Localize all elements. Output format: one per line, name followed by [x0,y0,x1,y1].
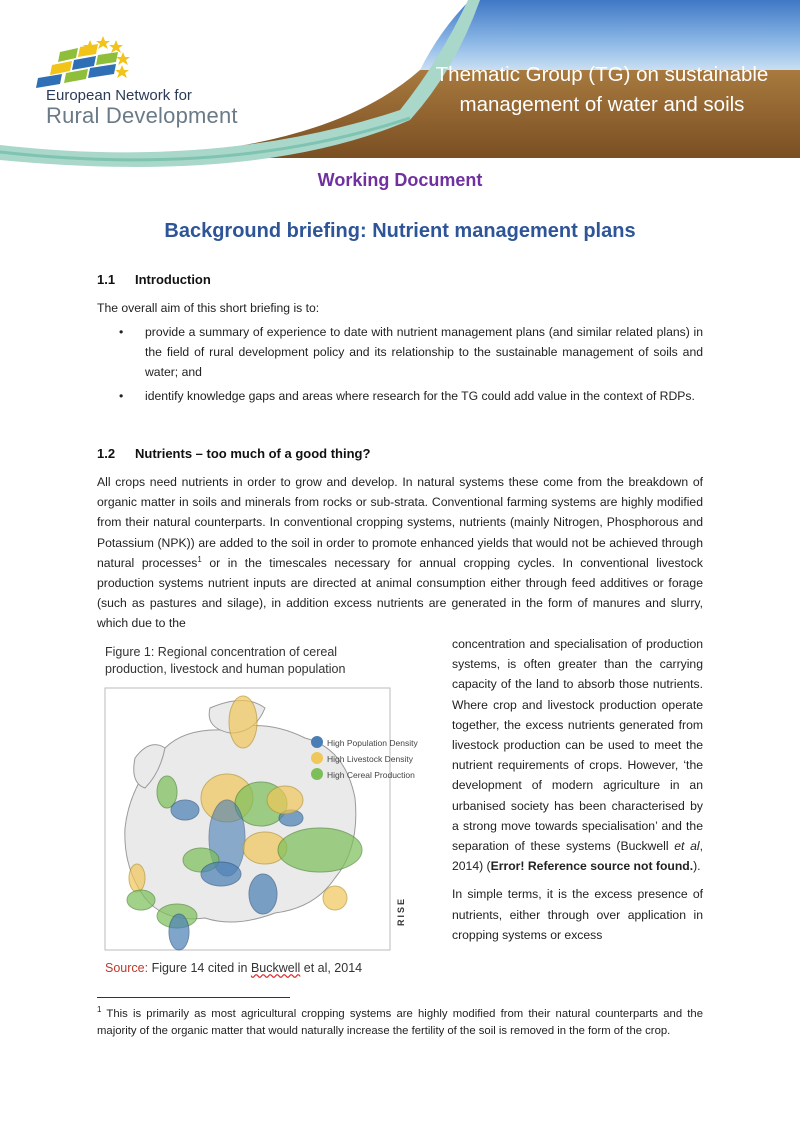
rise-side-mark: RISE [396,896,406,926]
broken-reference-link[interactable]: Error! Reference source not found. [490,859,694,874]
legend-dot-population [311,736,323,748]
right-paragraph-2: In simple terms, it is the excess presence of nutrients, either through over application in cropping systems or excess [452,887,703,942]
paragraph-text: , 2014) ( [452,839,703,874]
section-title: Introduction [135,272,211,287]
source-text: Figure 14 cited in [148,961,251,975]
paragraph-text-continued: or in the timescales necessary for annual cropping cycles. In conventional livestock production systems nutrient inputs are directed at animal consumption either through feed additives or forage (such as pastures and silage), in addition excess nutrients are generated in the form of manures and slurry, which due to the [97,555,703,631]
europe-map [105,688,418,950]
footnote-divider [97,997,290,998]
figure-1 [105,644,418,984]
figure-source [105,961,362,975]
footnote-text: This is primarily as most agricultural cropping systems are highly modified from their natural counterparts and the majority of the organic matter that would naturally increase the fertility of the soil is removed in the form of the crop. [97,1008,703,1037]
document-type: Working Document [317,170,483,190]
right-paragraph-1 [452,634,703,876]
figure-title: Figure 1: Regional concentration of cereal production, livestock and human population [105,645,346,676]
section-heading-nutrients [97,446,370,461]
legend-label-cereal: High Cereal Production [327,770,415,780]
nutrients-paragraph [97,472,703,634]
thematic-group-title: Thematic Group (TG) on sustainable management of water and soils [435,63,769,116]
intro-lead: The overall aim of this short briefing is to: [97,301,320,315]
right-column-text [452,634,703,953]
source-tail: et al, 2014 [300,961,363,975]
footnote-number: 1 [97,1005,102,1015]
legend-label-population: High Population Density [327,738,418,748]
fields-icon [36,44,118,88]
map-legend [311,736,418,780]
footnote [97,1006,703,1039]
list-item: • identify knowledge gaps and areas where research for the TG could add value in the context of RDPs. [97,386,703,406]
source-author: Buckwell [250,961,301,975]
section-number: 1.2 [97,446,116,461]
section-title: Nutrients – too much of a good thing? [135,446,371,461]
footnote-reference[interactable]: 1 [197,554,202,564]
page-title: Background briefing: Nutrient management plans [164,220,636,242]
list-item: • provide a summary of experience to date with nutrient management plans (and similar related plans) in the field of rural development policy and its relationship to the sustainable management of soils and water; and [97,322,703,383]
legend-label-livestock: High Livestock Density [327,754,413,764]
logo-text-line2: Rural Development [46,103,238,128]
logo-text-line1: European Network for [46,87,192,104]
legend-dot-cereal [311,768,323,780]
section-number: 1.1 [97,272,116,287]
aims-list [97,322,703,409]
paragraph-text: ). [693,859,701,874]
paragraph-text: concentration and specialisation of production systems, is often greater than the carrying capacity of the land to absorb those nutrients. Where crop and livestock production operate together, the excess nutrients generated from livestock production can be used to meet the nutrient requirements of crops. However, ‘the development of modern agriculture in an urbanised society has been characterised by a strong move towards specialisation’ and the separation of these systems (Buckwell [452,637,703,854]
legend-dot-livestock [311,752,323,764]
et-al-italic: et al [674,839,700,854]
source-label: Source: [105,961,149,975]
section-heading-introduction [97,272,211,287]
paragraph-text: All crops need nutrients in order to grow and develop. In natural systems these come from the breakdown of organic matter in soils and minerals from rocks or sub-strata. Conventional farming systems are highly modified from their natural counterparts. In conventional cropping systems, nutrients (mainly Nitrogen, Phosphorous and Potassium (NPK)) are added to the soil in order to promote enhanced yields that would not be achieved through natural processes [97,475,703,570]
